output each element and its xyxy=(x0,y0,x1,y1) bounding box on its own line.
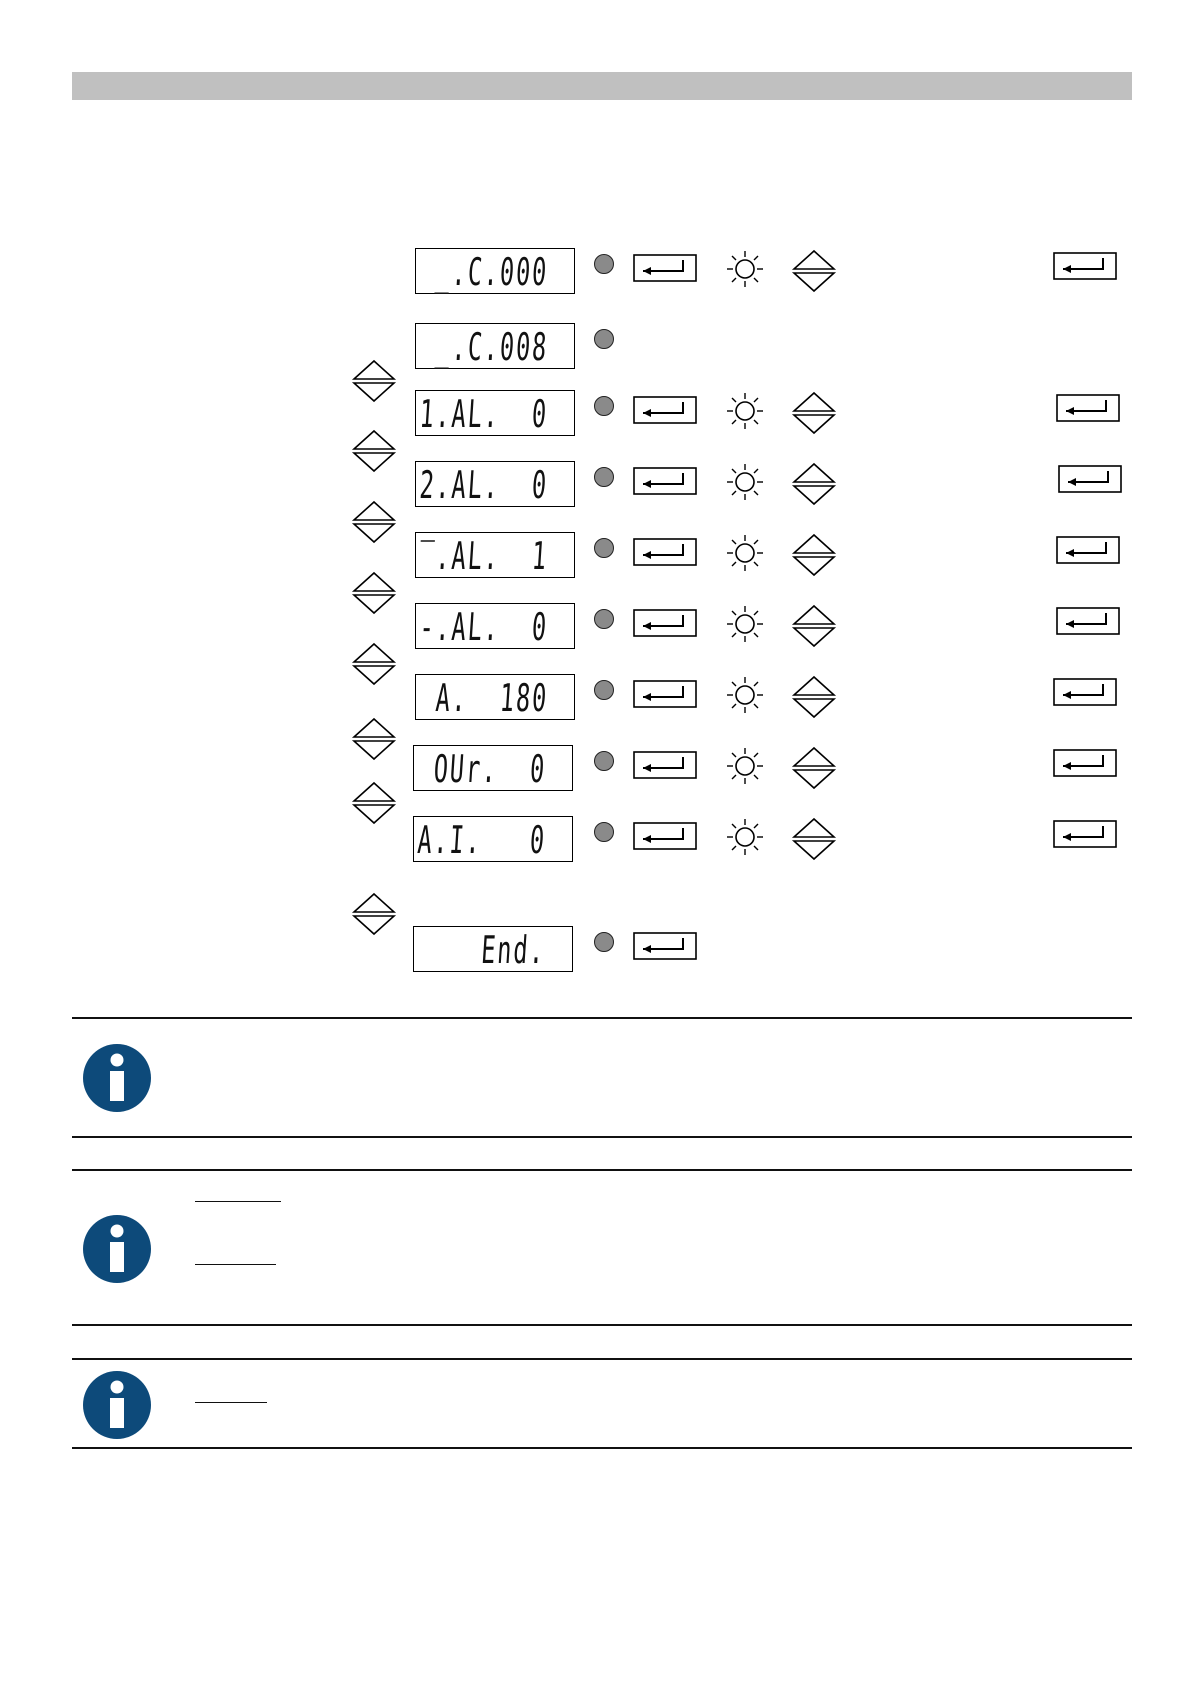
indicator-lamp-icon xyxy=(594,932,614,952)
step-row xyxy=(0,532,1191,582)
up-down-arrow-key-icon xyxy=(791,532,837,578)
up-down-arrow-key-icon xyxy=(791,390,837,436)
enter-key-icon xyxy=(633,467,697,495)
note-underline xyxy=(195,1201,281,1202)
blinking-digit-icon xyxy=(724,674,766,716)
lcd-text: A.I. 0 xyxy=(416,818,548,862)
step-row xyxy=(0,390,1191,440)
lcd-text: End. xyxy=(480,928,548,972)
indicator-lamp-icon xyxy=(594,467,614,487)
step-row xyxy=(0,323,1191,373)
note-bottom-rule xyxy=(72,1447,1132,1449)
up-down-arrow-key-icon xyxy=(791,461,837,507)
indicator-lamp-icon xyxy=(594,538,614,558)
up-down-arrow-key-icon xyxy=(351,641,397,687)
lcd-display xyxy=(415,674,575,720)
note-bottom-rule xyxy=(72,1324,1132,1326)
info-icon xyxy=(82,1370,152,1440)
blinking-digit-icon xyxy=(724,745,766,787)
note-underline xyxy=(195,1264,276,1265)
indicator-lamp-icon xyxy=(594,822,614,842)
enter-key-icon xyxy=(633,822,697,850)
enter-key-icon xyxy=(633,680,697,708)
lcd-display xyxy=(415,532,575,578)
info-icon xyxy=(82,1043,152,1113)
lcd-text: _.C.000 xyxy=(434,250,550,294)
step-row xyxy=(0,816,1191,866)
note-underline xyxy=(195,1402,267,1403)
up-down-arrow-key-icon xyxy=(351,428,397,474)
up-down-arrow-key-icon xyxy=(791,603,837,649)
lcd-text: ‾.AL. 1 xyxy=(418,534,550,578)
info-icon xyxy=(82,1214,152,1284)
lcd-display xyxy=(415,248,575,294)
up-down-arrow-key-icon xyxy=(351,716,397,762)
blinking-digit-icon xyxy=(724,532,766,574)
lcd-text: -.AL. 0 xyxy=(418,605,550,649)
blinking-digit-icon xyxy=(724,461,766,503)
lcd-display xyxy=(413,926,573,972)
note-bottom-rule xyxy=(72,1136,1132,1138)
note-top-rule xyxy=(72,1169,1132,1171)
indicator-lamp-icon xyxy=(594,751,614,771)
lcd-text: _.C.008 xyxy=(434,325,550,369)
blinking-digit-icon xyxy=(724,816,766,858)
lcd-text: 2.AL. 0 xyxy=(418,463,550,507)
enter-key-icon xyxy=(633,609,697,637)
step-row xyxy=(0,674,1191,724)
enter-key-icon xyxy=(1056,536,1120,564)
note-top-rule xyxy=(72,1358,1132,1360)
enter-key-icon xyxy=(633,932,697,960)
step-row xyxy=(0,248,1191,298)
lcd-display xyxy=(415,323,575,369)
up-down-arrow-key-icon xyxy=(791,816,837,862)
lcd-text: OUr. 0 xyxy=(432,747,548,791)
blinking-digit-icon xyxy=(724,603,766,645)
lcd-display xyxy=(415,390,575,436)
step-row xyxy=(0,926,1191,976)
indicator-lamp-icon xyxy=(594,609,614,629)
step-row xyxy=(0,461,1191,511)
header-band xyxy=(72,72,1132,100)
blinking-digit-icon xyxy=(724,390,766,432)
lcd-display xyxy=(415,461,575,507)
up-down-arrow-key-icon xyxy=(791,674,837,720)
enter-key-icon xyxy=(1058,465,1122,493)
enter-key-icon xyxy=(1056,394,1120,422)
indicator-lamp-icon xyxy=(594,396,614,416)
step-row xyxy=(0,745,1191,795)
up-down-arrow-key-icon xyxy=(351,570,397,616)
indicator-lamp-icon xyxy=(594,680,614,700)
lcd-display xyxy=(413,745,573,791)
lcd-display xyxy=(413,816,573,862)
lcd-text: A. 180 xyxy=(434,676,550,720)
up-down-arrow-key-icon xyxy=(791,745,837,791)
enter-key-icon xyxy=(633,254,697,282)
up-down-arrow-key-icon xyxy=(351,891,397,937)
note-top-rule xyxy=(72,1017,1132,1019)
indicator-lamp-icon xyxy=(594,254,614,274)
lcd-display xyxy=(415,603,575,649)
enter-key-icon xyxy=(1053,749,1117,777)
up-down-arrow-key-icon xyxy=(351,499,397,545)
lcd-text: 1.AL. 0 xyxy=(418,392,550,436)
up-down-arrow-key-icon xyxy=(351,780,397,826)
up-down-arrow-key-icon xyxy=(351,358,397,404)
enter-key-icon xyxy=(633,396,697,424)
step-row xyxy=(0,603,1191,653)
up-down-arrow-key-icon xyxy=(791,248,837,294)
enter-key-icon xyxy=(1053,678,1117,706)
enter-key-icon xyxy=(633,538,697,566)
enter-key-icon xyxy=(1053,252,1117,280)
indicator-lamp-icon xyxy=(594,329,614,349)
blinking-digit-icon xyxy=(724,248,766,290)
enter-key-icon xyxy=(1056,607,1120,635)
enter-key-icon xyxy=(633,751,697,779)
enter-key-icon xyxy=(1053,820,1117,848)
